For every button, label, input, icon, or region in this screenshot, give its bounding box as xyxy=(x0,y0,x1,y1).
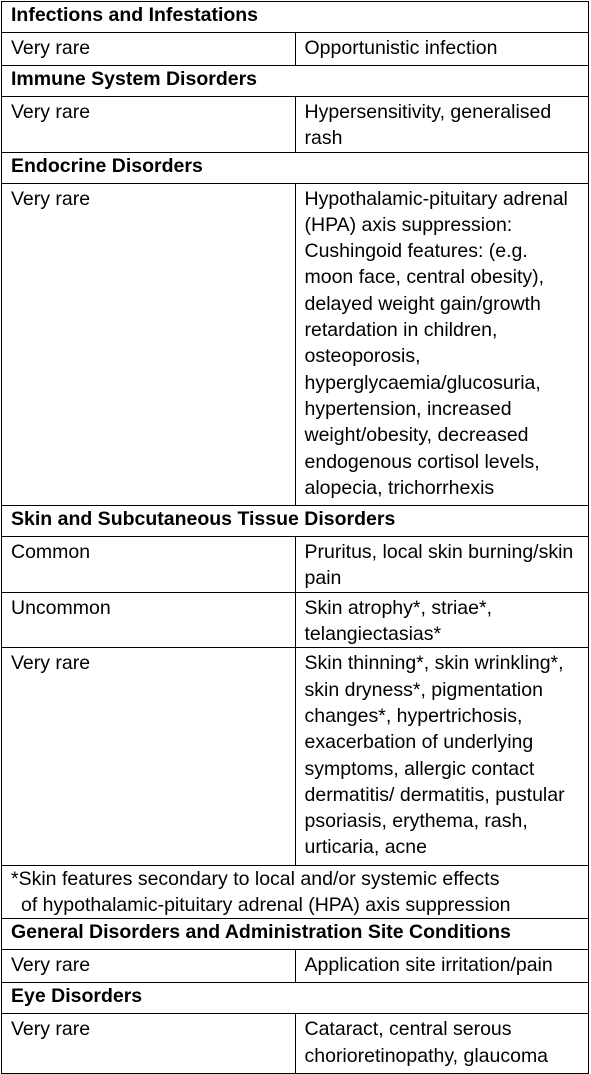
effects-cell: Application site irritation/pain xyxy=(295,950,589,983)
table-row xyxy=(2,1014,589,1074)
frequency-cell: Very rare xyxy=(2,33,296,66)
adverse-reactions-table xyxy=(1,1,589,1074)
table-row xyxy=(2,97,589,153)
frequency-cell: Very rare xyxy=(2,183,296,506)
footnote-row xyxy=(2,865,589,919)
section-title: Eye Disorders xyxy=(2,983,589,1014)
table-row xyxy=(2,537,589,593)
section-header-row xyxy=(2,983,589,1014)
frequency-cell: Common xyxy=(2,537,296,593)
section-header-row xyxy=(2,919,589,950)
table-row xyxy=(2,648,589,865)
effects-cell: Cataract, central serous chorioretinopathy, glaucoma xyxy=(295,1014,589,1074)
frequency-cell: Very rare xyxy=(2,1014,296,1074)
effects-cell: Pruritus, local skin burning/skin pain xyxy=(295,537,589,593)
footnote xyxy=(2,865,589,919)
table-row xyxy=(2,183,589,506)
section-title: Infections and Infestations xyxy=(2,2,589,33)
table-row xyxy=(2,950,589,983)
effects-cell: Skin atrophy*, striae*, telangiectasias* xyxy=(295,592,589,648)
frequency-cell: Very rare xyxy=(2,950,296,983)
table-row xyxy=(2,592,589,648)
section-title: General Disorders and Administration Site Conditions xyxy=(2,919,589,950)
frequency-cell: Uncommon xyxy=(2,592,296,648)
section-title: Skin and Subcutaneous Tissue Disorders xyxy=(2,506,589,537)
effects-cell: Opportunistic infection xyxy=(295,33,589,66)
section-header-row xyxy=(2,506,589,537)
table-row xyxy=(2,33,589,66)
effects-cell: Hypersensitivity, generalised rash xyxy=(295,97,589,153)
section-header-row xyxy=(2,2,589,33)
frequency-cell: Very rare xyxy=(2,648,296,865)
section-title: Immune System Disorders xyxy=(2,66,589,97)
section-header-row xyxy=(2,152,589,183)
section-header-row xyxy=(2,66,589,97)
effects-cell: Skin thinning*, skin wrinkling*, skin dryness*, pigmentation changes*, hypertrichosis, exacerbation of underlying symptoms, allergic contact dermatitis/ dermatitis, pustular psoriasis, erythema, rash, urticaria, acne xyxy=(295,648,589,865)
footnote-line: of hypothalamic-pituitary adrenal (HPA) axis suppression xyxy=(21,894,511,917)
effects-cell: Hypothalamic-pituitary adrenal (HPA) axis suppression: Cushingoid features: (e.g. moon face, central obesity), delayed weight gain/growth retardation in children, osteoporosis, hyperglycaemia/glucosuria, hypertension, increased weight/obesity, decreased endogenous cortisol levels, alopecia, trichorrhexis xyxy=(295,183,589,506)
frequency-cell: Very rare xyxy=(2,97,296,153)
section-title: Endocrine Disorders xyxy=(2,152,589,183)
footnote-line: *Skin features secondary to local and/or systemic effects xyxy=(11,867,500,890)
